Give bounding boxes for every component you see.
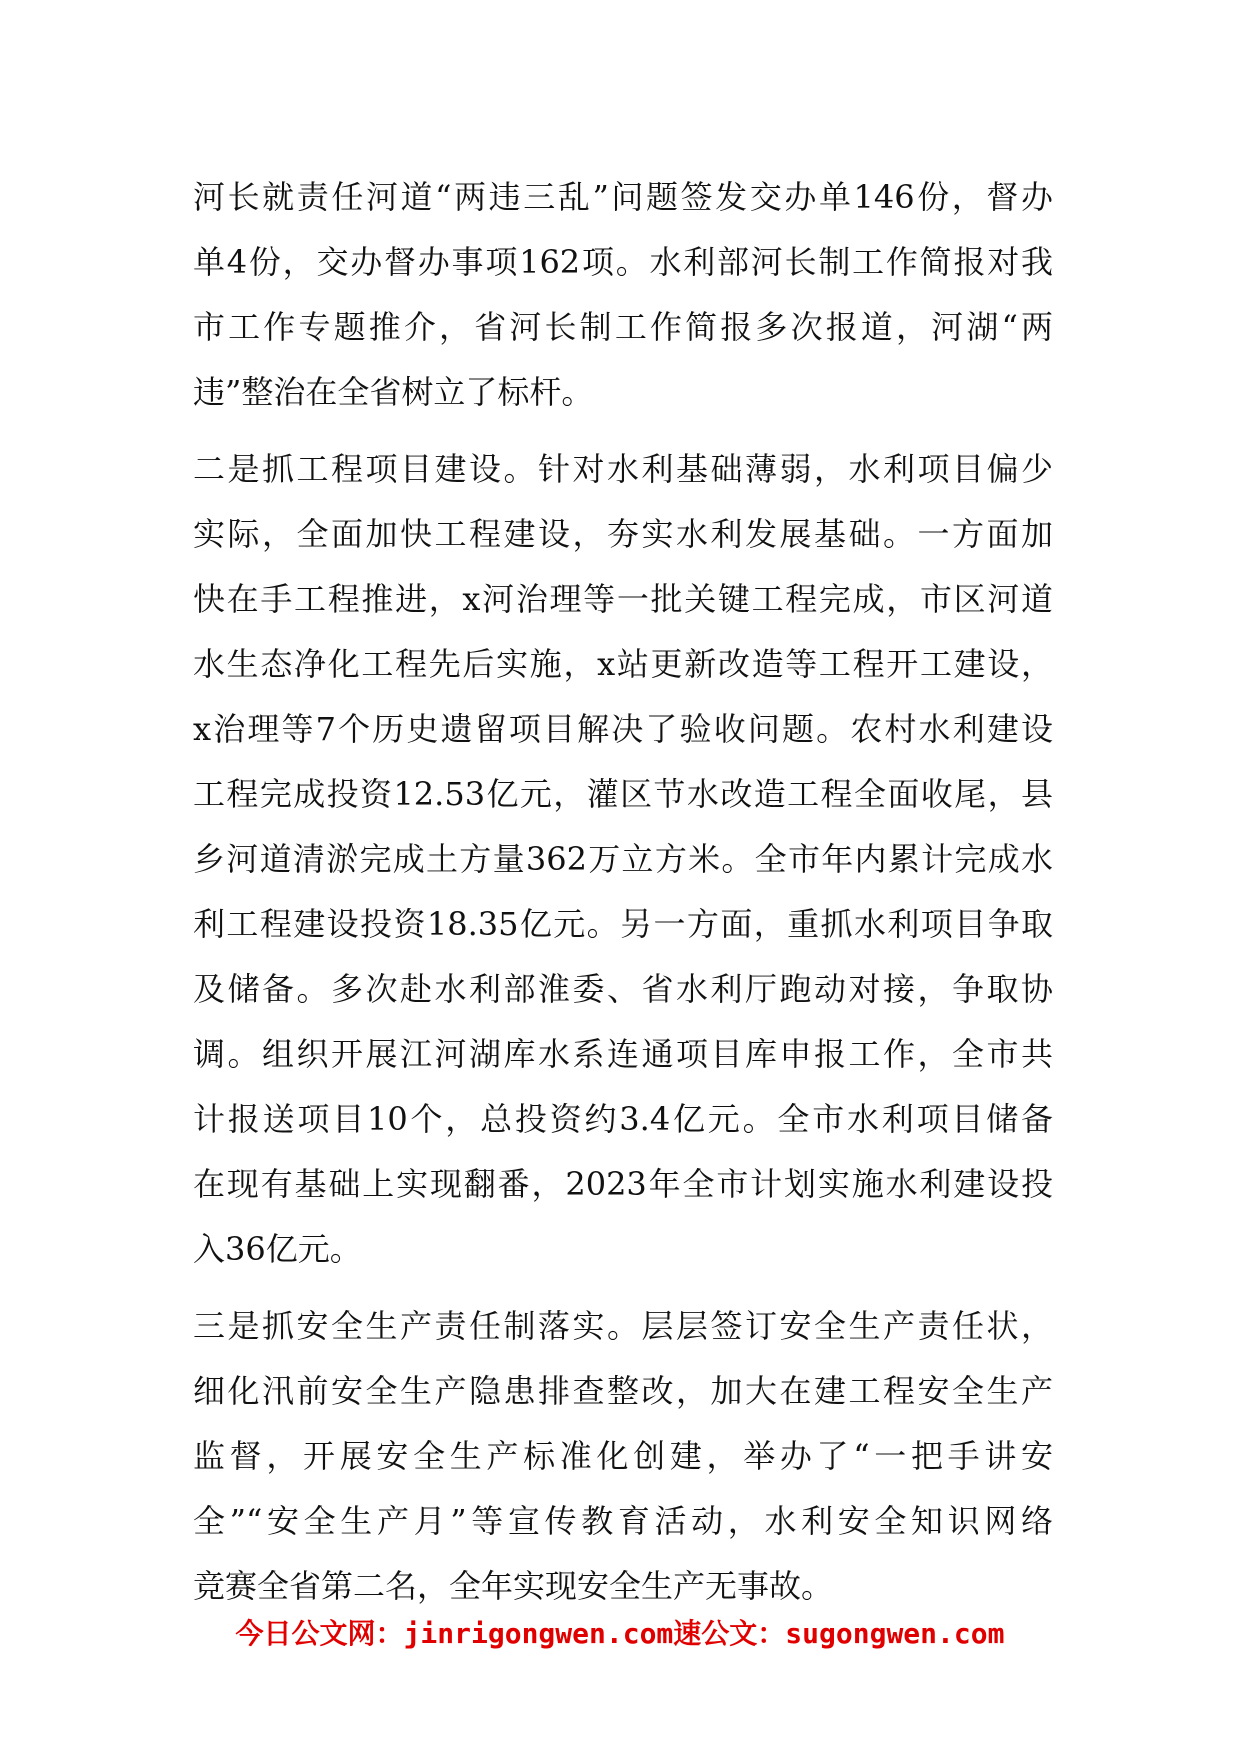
text-line: 乡河道清淤完成土方量362万立方米。全市年内累计完成水: [193, 840, 1053, 878]
text-line: 细化汛前安全生产隐患排查整改，加大在建工程安全生产: [193, 1372, 1053, 1410]
text-line: 工程完成投资12.53亿元，灌区节水改造工程全面收尾，县: [193, 775, 1053, 813]
footer-watermark: [0, 1612, 1240, 1652]
text-line: 单4份，交办督办事项162项。水利部河长制工作简报对我: [193, 243, 1053, 281]
text-line: 二是抓工程项目建设。针对水利基础薄弱，水利项目偏少: [193, 450, 1053, 488]
text-line: 全”“安全生产月”等宣传教育活动，水利安全知识网络: [193, 1502, 1053, 1540]
text-line: 利工程建设投资18.35亿元。另一方面，重抓水利项目争取: [193, 905, 1053, 943]
text-line: 市工作专题推介，省河长制工作简报多次报道，河湖“两: [193, 308, 1053, 346]
paragraph-1: [193, 165, 1053, 425]
text-line: 三是抓安全生产责任制落实。层层签订安全生产责任状，: [193, 1307, 1053, 1345]
text-line: 入36亿元。: [193, 1230, 362, 1268]
text-line: 实际，全面加快工程建设，夯实水利发展基础。一方面加: [193, 515, 1053, 553]
text-line: 快在手工程推进，x河治理等一批关键工程完成，市区河道: [193, 580, 1053, 618]
paragraph-3: [193, 1294, 1053, 1619]
text-line: x治理等7个历史遗留项目解决了验收问题。农村水利建设: [193, 710, 1053, 748]
footer-site2-url[interactable]: sugongwen.com: [785, 1617, 1005, 1650]
paragraph-gap: [193, 425, 1053, 437]
footer-site1-url[interactable]: jinrigongwen.com: [403, 1617, 674, 1650]
text-line: 调。组织开展江河湖库水系连通项目库申报工作，全市共: [193, 1035, 1053, 1073]
text-line: 及储备。多次赴水利部淮委、省水利厅跑动对接，争取协: [193, 970, 1053, 1008]
text-line: 违”整治在全省树立了标杆。: [193, 373, 594, 411]
footer-site2-name: 速公文：: [673, 1617, 786, 1650]
document-body: [193, 165, 1053, 1619]
text-line: 在现有基础上实现翻番，2023年全市计划实施水利建设投: [193, 1165, 1053, 1203]
text-line: 河长就责任河道“两违三乱”问题签发交办单146份，督办: [193, 178, 1053, 216]
paragraph-gap: [193, 1282, 1053, 1294]
text-line: 竞赛全省第二名，全年实现安全生产无事故。: [193, 1567, 834, 1605]
paragraph-2: [193, 437, 1053, 1282]
text-line: 计报送项目10个，总投资约3.4亿元。全市水利项目储备: [193, 1100, 1053, 1138]
text-line: 监督，开展安全生产标准化创建，举办了“一把手讲安: [193, 1437, 1053, 1475]
footer-site1-name: 今日公文网：: [235, 1617, 404, 1650]
text-line: 水生态净化工程先后实施，x站更新改造等工程开工建设，: [193, 645, 1053, 683]
